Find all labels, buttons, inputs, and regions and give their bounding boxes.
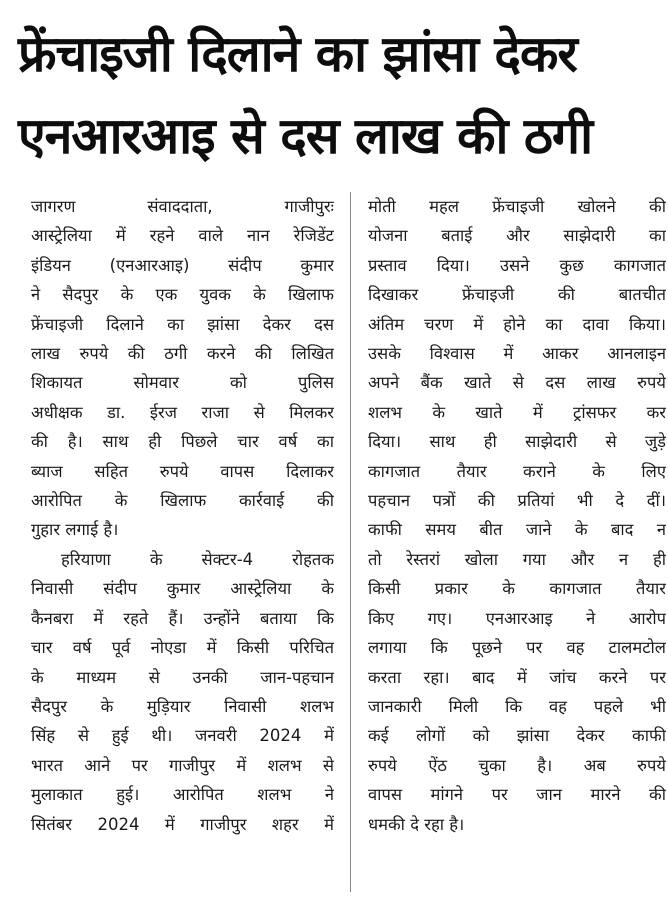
article-line: इंडियन (एनआरआइ) संदीप कुमार — [31, 255, 334, 275]
article-line: ब्याज सहित रुपये वापस दिलाकर — [31, 461, 334, 481]
article-line: ने सैदपुर के एक युवक के खिलाफ — [31, 285, 334, 305]
article-line: गुहार लगाई है। — [31, 520, 119, 540]
article-line: कई लोगों को झांसा देकर काफी — [368, 726, 666, 746]
article-column-left — [31, 192, 334, 839]
article-line: आस्ट्रेलिया में रहने वाले नान रेजिडेंट — [31, 226, 334, 246]
article-line: कागजात तैयार कराने के लिए — [368, 461, 666, 481]
article-line: निवासी संदीप कुमार आस्ट्रेलिया के — [31, 579, 334, 599]
article-line: दिया। साथ ही साझेदारी से जुड़े — [368, 432, 666, 452]
column-divider — [350, 192, 351, 892]
article-line: पहचान पत्रों की प्रतियां भी दे दीं। — [368, 491, 666, 511]
headline-line-1: फ्रेंचाइजी दिलाने का झांसा देकर — [18, 25, 577, 83]
article-line: उसके विश्वास में आकर आनलाइन — [368, 344, 666, 364]
article-dateline: जागरण संवाददाता, गाजीपुरः — [31, 197, 334, 216]
article-line: हरियाणा के सेक्टर-4 रोहतक — [61, 549, 334, 569]
article-line: चार वर्ष पूर्व नोएडा में किसी परिचित — [31, 638, 334, 658]
article-line: सिंह से हुई थी। जनवरी 2024 में — [31, 726, 334, 746]
article-line: सैदपुर के मुड़ियार निवासी शलभ — [31, 696, 334, 716]
article-line: भारत आने पर गाजीपुर में शलभ से — [31, 755, 334, 775]
article-line: कैनबरा में रहते हैं। उन्होंने बताया कि — [31, 608, 334, 628]
article-line: मोती महल फ्रेंचाइजी खोलने की — [368, 197, 666, 216]
article-line: किसी प्रकार के कागजात तैयार — [368, 579, 666, 599]
article-line: शलभ के खाते में ट्रांसफर कर — [368, 402, 666, 422]
article-line: फ्रेंचाइजी दिलाने का झांसा देकर दस — [31, 314, 334, 334]
article-line: लाख रुपये की ठगी करने की लिखित — [31, 344, 334, 364]
article-line: प्रस्ताव दिया। उसने कुछ कागजात — [368, 255, 666, 275]
article-line: अपने बैंक खाते से दस लाख रुपये — [368, 373, 666, 393]
article-column-right — [368, 192, 666, 839]
article-line: लगाया कि पूछने पर वह टालमटोल — [368, 638, 666, 658]
article-line: योजना बताई और साझेदारी का — [368, 226, 666, 246]
article-line: के माध्यम से उनकी जान-पहचान — [31, 667, 334, 687]
article-line: जानकारी मिली कि वह पहले भी — [368, 696, 666, 716]
article-line: किए गए। एनआरआइ ने आरोप — [368, 608, 666, 628]
article-line: करता रहा। बाद में जांच करने पर — [368, 667, 666, 687]
article-line: मुलाकात हुई। आरोपित शलभ ने — [31, 785, 334, 805]
article-line: तो रेस्तरां खोला गया और न ही — [368, 549, 666, 569]
article-line: धमकी दे रहा है। — [368, 814, 465, 834]
headline-line-2: एनआरआइ से दस लाख की ठगी — [18, 107, 593, 165]
article-line: दिखाकर फ्रेंचाइजी की बातचीत — [368, 285, 666, 305]
article-line: रुपये ऐंठ चुका है। अब रुपये — [368, 755, 666, 775]
article-line: शिकायत सोमवार को पुलिस — [31, 373, 334, 393]
article-line: की है। साथ ही पिछले चार वर्ष का — [31, 432, 334, 452]
article-line: वापस मांगने पर जान मारने की — [368, 785, 666, 805]
article-line: सितंबर 2024 में गाजीपुर शहर में — [31, 814, 334, 834]
article-line: काफी समय बीत जाने के बाद न — [368, 520, 666, 540]
article-line: अंतिम चरण में होने का दावा किया। — [368, 314, 666, 334]
article-line: अधीक्षक डा. ईरज राजा से मिलकर — [31, 402, 334, 422]
article-line: आरोपित के खिलाफ कार्रवाई की — [31, 491, 334, 511]
